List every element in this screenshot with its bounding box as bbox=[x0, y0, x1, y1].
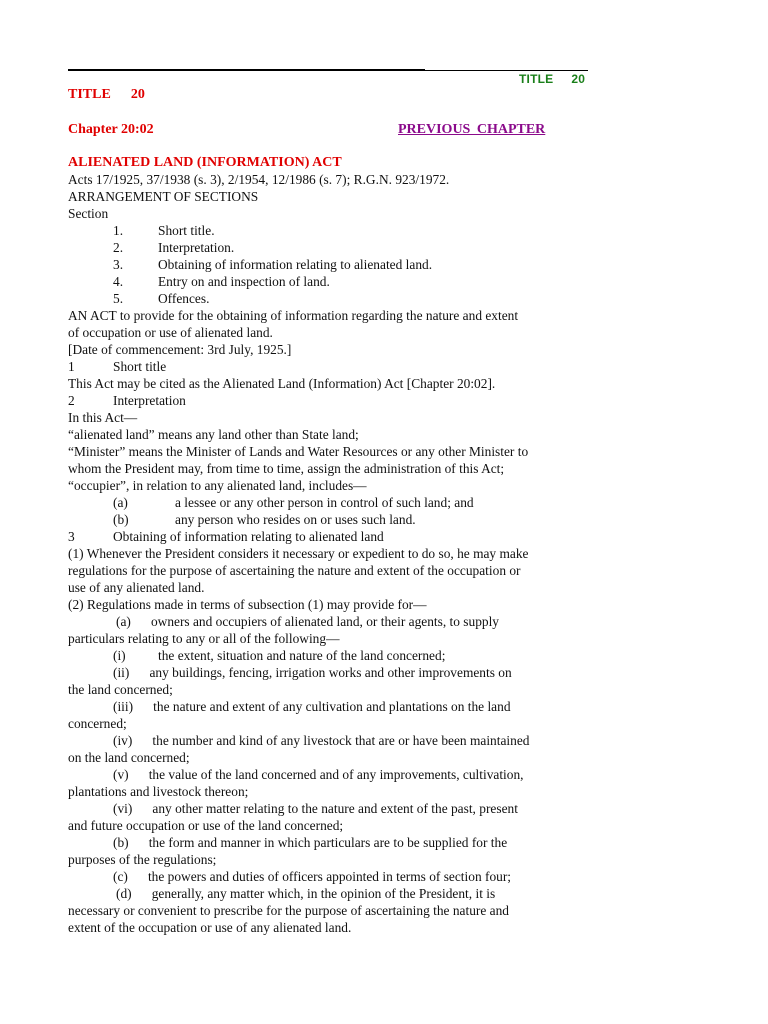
section-label: Section bbox=[68, 206, 109, 221]
section-number: 2 bbox=[68, 393, 75, 408]
paragraph-line: and future occupation or use of the land concerned; bbox=[68, 818, 344, 833]
paragraph-line: (b) the form and manner in which particulars are to be supplied for the bbox=[113, 835, 508, 850]
section-text: This Act may be cited as the Alienated Land (Information) Act [Chapter 20:02]. bbox=[68, 376, 496, 391]
toc-item bbox=[68, 273, 588, 290]
toc-item-number: 1. bbox=[113, 223, 124, 238]
list-item-text: a lessee or any other person in control of such land; and bbox=[175, 495, 474, 510]
paragraph-line: (ii) any buildings, fencing, irrigation works and other improvements on bbox=[113, 665, 512, 680]
list-item bbox=[68, 511, 588, 528]
section-number: 1 bbox=[68, 359, 75, 374]
commencement-date: [Date of commencement: 3rd July, 1925.] bbox=[68, 342, 292, 357]
list-item-marker: (b) bbox=[113, 512, 129, 527]
definition: whom the President may, from time to time, assign the administration of this Act; bbox=[68, 461, 505, 476]
paragraph-line: (a) owners and occupiers of alienated land, or their agents, to supply bbox=[116, 614, 499, 629]
toc-item-number: 5. bbox=[113, 291, 124, 306]
title-number: 20 bbox=[130, 87, 145, 102]
section-title: Interpretation bbox=[113, 393, 186, 408]
act-title: ALIENATED LAND (INFORMATION) ACT bbox=[68, 155, 342, 170]
preamble-line-1: AN ACT to provide for the obtaining of information regarding the nature and extent bbox=[68, 308, 519, 323]
toc-item bbox=[68, 256, 588, 273]
toc-item bbox=[68, 239, 588, 256]
toc-item-title: Obtaining of information relating to alienated land. bbox=[158, 257, 433, 272]
paragraph-line: (iii) the nature and extent of any cultivation and plantations on the land bbox=[113, 699, 511, 714]
paragraph-line: plantations and livestock thereon; bbox=[68, 784, 249, 799]
paragraph-line: particulars relating to any or all of the following— bbox=[68, 631, 340, 646]
header-rule bbox=[68, 69, 425, 71]
paragraph-line: (vi) any other matter relating to the nature and extent of the past, present bbox=[113, 801, 518, 816]
act-history: Acts 17/1925, 37/1938 (s. 3), 2/1954, 12/1986 (s. 7); R.G.N. 923/1972. bbox=[68, 172, 450, 187]
paragraph-line: purposes of the regulations; bbox=[68, 852, 217, 867]
paragraph-line: extent of the occupation or use of any alienated land. bbox=[68, 920, 352, 935]
title-label: TITLE bbox=[68, 87, 111, 102]
section-number: 3 bbox=[68, 529, 75, 544]
preamble-line-2: of occupation or use of alienated land. bbox=[68, 325, 273, 340]
section-title: Short title bbox=[113, 359, 167, 374]
paragraph-line: (1) Whenever the President considers it necessary or expedient to do so, he may make bbox=[68, 546, 529, 561]
toc-item-number: 2. bbox=[113, 240, 124, 255]
list-item-text: the extent, situation and nature of the land concerned; bbox=[158, 648, 446, 663]
section-title: Obtaining of information relating to alienated land bbox=[113, 529, 384, 544]
toc-item-number: 4. bbox=[113, 274, 124, 289]
section-heading bbox=[68, 358, 588, 375]
list-item-marker: (a) bbox=[113, 495, 128, 510]
list-item bbox=[68, 494, 588, 511]
toc-item bbox=[68, 290, 588, 307]
paragraph-line: necessary or convenient to prescribe for the purpose of ascertaining the nature and bbox=[68, 903, 509, 918]
toc-item bbox=[68, 222, 588, 239]
paragraph-line: (v) the value of the land concerned and of any improvements, cultivation, bbox=[113, 767, 524, 782]
previous-chapter-link[interactable]: PREVIOUS CHAPTER bbox=[398, 122, 546, 137]
section-heading bbox=[68, 528, 588, 545]
section-text: In this Act— bbox=[68, 410, 138, 425]
toc-item-title: Short title. bbox=[158, 223, 215, 238]
toc-item-title: Offences. bbox=[158, 291, 210, 306]
chapter-number: Chapter 20:02 bbox=[68, 122, 154, 137]
section-heading bbox=[68, 392, 588, 409]
definition: “Minister” means the Minister of Lands and Water Resources or any other Minister to bbox=[68, 444, 529, 459]
paragraph-line: the land concerned; bbox=[68, 682, 173, 697]
paragraph-line: (c) the powers and duties of officers appointed in terms of section four; bbox=[113, 869, 512, 884]
running-header bbox=[519, 71, 585, 88]
act-body bbox=[68, 154, 588, 936]
paragraph-line: regulations for the purpose of ascertaining the nature and extent of the occupation or bbox=[68, 563, 521, 578]
toc-item-title: Interpretation. bbox=[158, 240, 235, 255]
toc-item-title: Entry on and inspection of land. bbox=[158, 274, 330, 289]
paragraph-line: use of any alienated land. bbox=[68, 580, 205, 595]
paragraph-line: (iv) the number and kind of any livestock that are or have been maintained bbox=[113, 733, 530, 748]
paragraph-line: (d) generally, any matter which, in the opinion of the President, it is bbox=[116, 886, 496, 901]
arrangement-heading: ARRANGEMENT OF SECTIONS bbox=[68, 189, 259, 204]
toc-item-number: 3. bbox=[113, 257, 124, 272]
definition: “occupier”, in relation to any alienated land, includes— bbox=[68, 478, 367, 493]
paragraph-line: on the land concerned; bbox=[68, 750, 190, 765]
list-item-marker: (i) bbox=[113, 648, 126, 663]
paragraph-line: concerned; bbox=[68, 716, 127, 731]
list-item bbox=[68, 647, 588, 664]
definition: “alienated land” means any land other than State land; bbox=[68, 427, 359, 442]
paragraph-line: (2) Regulations made in terms of subsection (1) may provide for— bbox=[68, 597, 427, 612]
running-header-number: 20 bbox=[571, 72, 586, 86]
title-heading bbox=[68, 86, 145, 103]
list-item-text: any person who resides on or uses such land. bbox=[175, 512, 416, 527]
running-header-title: TITLE bbox=[519, 72, 554, 86]
